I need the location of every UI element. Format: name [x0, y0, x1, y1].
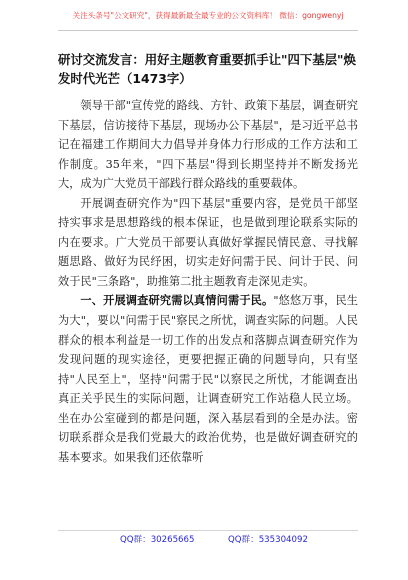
document-body — [58, 96, 358, 467]
section-paragraph — [58, 291, 358, 467]
footer — [58, 533, 358, 547]
footer-qq-group-2: QQ群：535304092 — [228, 535, 308, 545]
section-heading: 一、开展调查研究需以真情问需于民。 — [80, 294, 274, 308]
header-promo-text: 关注头条号"公文研究"，获得最新最全最专业的公文资料库！ 微信：gongwenyj — [72, 11, 344, 20]
word-count: （1473字） — [119, 71, 192, 86]
section-text: "悠悠万事，民生为大"，要以"问需于民"察民之所忧，调查实际的问题。人民群众的根本利益是一切工作的出发点和落脚点调查研究作为发现问题的现实途径，更要把握正确的问题导向，只有坚持"人民至上"，坚持"问需于民"以察民之所忧，才能调查出真正关乎民生的实际问题，让调查研究工作站稳人民立场。坐在办公室碰到的都是问题，深入基层看到的全是办法。密切联系群众是我们党最大的政治优势，也是做好调查研究的基本要求。如果我们还依靠听 — [58, 294, 358, 464]
title-text: 研讨交流发言：用好主题教育重要抓手让"四下基层"焕发时代光芒 — [58, 52, 356, 86]
footer-divider — [58, 530, 358, 531]
header-divider — [58, 30, 358, 31]
document-title — [58, 50, 360, 88]
paragraph: 领导干部"宣传党的路线、方针、政策下基层，调查研究下基层，信访接待下基层，现场办公下基层"，是习近平总书记在福建工作期间大力倡导并身体力行形成的工作方法和工作制度。35年来，"四下基层"得到长期坚持并不断发扬光大，成为广大党员干部践行群众路线的重要载体。 — [58, 99, 358, 191]
footer-qq-group-1: QQ群：30265665 — [120, 535, 195, 545]
paragraph: 开展调查研究作为"四下基层"重要内容，是党员干部坚持实事求是思想路线的根本保证，也是做到理论联系实际的内在要求。广大党员干部要认真做好掌握民情民意、寻找解题思路、做好为民纾困，切实走好问需于民、问计于民、问效于民"三条路"，助推第二批主题教育走深见走实。 — [58, 196, 358, 288]
